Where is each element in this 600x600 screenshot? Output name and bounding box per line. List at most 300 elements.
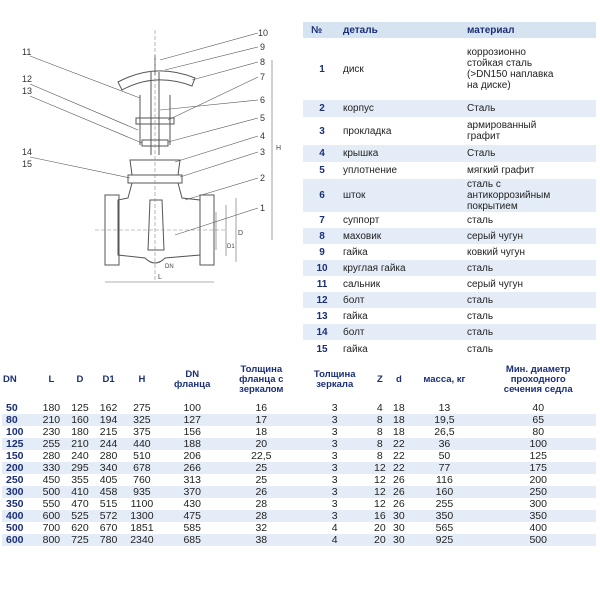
dimension-value: 450 <box>42 474 61 486</box>
dimension-value: 18 <box>255 426 268 438</box>
part-material <box>465 212 596 228</box>
dimension-value: 4 <box>299 534 370 546</box>
dimension-value: 585 <box>183 522 201 534</box>
dim-H: H <box>276 145 282 152</box>
dimension-value: 230 <box>42 426 61 438</box>
callout-3: 3 <box>260 147 266 157</box>
dimensions-row <box>2 486 596 498</box>
parts-row <box>303 228 596 244</box>
dimension-value: 620 <box>71 522 89 534</box>
part-material <box>465 179 596 212</box>
dimension-value: 475 <box>161 510 224 522</box>
dimension-value: 240 <box>71 450 89 462</box>
header-line: DN <box>185 369 200 380</box>
parts-table-body <box>303 38 596 359</box>
dimension-value: 525 <box>66 510 95 522</box>
dimensions-header-cell <box>480 358 596 402</box>
material-line: сталь <box>467 294 494 306</box>
dn-value: 600 <box>2 534 37 546</box>
dn-value: 80 <box>2 414 37 426</box>
dimension-value: 565 <box>435 522 454 534</box>
dimension-value: 25 <box>224 462 300 474</box>
dimension-value: 8 <box>376 450 383 462</box>
part-number: 6 <box>303 179 341 212</box>
part-material <box>465 260 596 276</box>
dn-value: 150 <box>6 450 24 462</box>
header-line: Мин. диаметр <box>505 364 571 375</box>
dimensions-header-cell <box>408 358 480 402</box>
dimension-value: 28 <box>224 510 300 522</box>
part-material <box>465 162 596 179</box>
dimensions-header-cell <box>66 358 95 402</box>
material-line: серый чугун <box>467 278 524 290</box>
dimension-value: 255 <box>37 438 66 450</box>
material-line: Сталь <box>467 148 496 159</box>
dimension-value: 22 <box>389 462 408 474</box>
dimension-value: 17 <box>224 414 300 426</box>
dimension-value: 355 <box>71 474 89 486</box>
material-line: армированный <box>467 120 537 131</box>
header-line: фланца с <box>239 374 284 385</box>
dimension-value: 30 <box>393 522 405 534</box>
dimension-value: 12 <box>370 486 389 498</box>
part-number: 14 <box>303 324 341 340</box>
parts-row <box>303 145 596 162</box>
header-line: L <box>48 374 55 385</box>
dimension-value: 28 <box>255 498 268 510</box>
dimension-value: 3 <box>299 486 370 498</box>
dimension-value: 160 <box>408 486 480 498</box>
dimension-value: 30 <box>389 534 408 546</box>
parts-row <box>303 308 596 324</box>
dimensions-header-cell <box>2 358 37 402</box>
dimension-value: 760 <box>133 474 151 486</box>
dimension-value: 26 <box>389 486 408 498</box>
material-line: сталь <box>467 344 494 355</box>
dimension-value: 3 <box>331 426 338 438</box>
dimension-value: 280 <box>99 450 118 462</box>
part-material <box>465 292 596 308</box>
part-material <box>465 100 596 117</box>
dimensions-header-cell <box>161 358 224 402</box>
dimension-value: 160 <box>66 414 95 426</box>
part-number: 13 <box>316 310 328 322</box>
dimension-value: 510 <box>133 450 151 462</box>
dimension-value: 8 <box>376 426 383 438</box>
parts-table <box>303 22 596 359</box>
callout-14: 14 <box>22 147 33 157</box>
part-name: сальник <box>343 278 381 290</box>
dimension-value: 266 <box>161 462 224 474</box>
parts-header-part: деталь <box>341 22 465 38</box>
dn-value: 200 <box>2 462 37 474</box>
header-line: Толщина <box>240 364 283 375</box>
dn-value: 300 <box>2 486 37 498</box>
part-material <box>465 117 596 145</box>
material-line: коррозионно <box>467 47 526 58</box>
dimension-value: 3 <box>299 510 370 522</box>
dimensions-row <box>2 534 596 546</box>
header-line: DN <box>3 374 17 385</box>
material-line: стойкая сталь <box>467 58 533 69</box>
dimensions-row <box>2 414 596 426</box>
dn-value: 250 <box>6 474 24 486</box>
part-name: болт <box>341 324 465 340</box>
header-line: зеркала <box>316 379 354 390</box>
dimension-value: 8 <box>370 438 389 450</box>
dn-value: 350 <box>6 498 24 510</box>
dn-value: 125 <box>2 438 37 450</box>
dimension-value: 26 <box>393 474 405 486</box>
dimension-value: 22 <box>389 438 408 450</box>
header-line: Толщина <box>313 369 356 380</box>
callout-12: 12 <box>22 74 33 84</box>
dimension-value: 725 <box>66 534 95 546</box>
part-number: 7 <box>319 214 325 226</box>
dimension-value: 125 <box>71 402 89 414</box>
part-name: маховик <box>341 228 465 244</box>
part-name: корпус <box>341 100 465 117</box>
dimension-value: 180 <box>71 426 89 438</box>
dimension-value: 125 <box>529 450 547 462</box>
header-line: проходного <box>510 374 566 385</box>
dimension-value: 38 <box>224 534 300 546</box>
dimensions-row <box>2 402 596 414</box>
part-number: 8 <box>303 228 341 244</box>
dimension-value: 100 <box>480 438 596 450</box>
header-line: зеркалом <box>239 384 284 395</box>
part-number: 9 <box>319 246 325 258</box>
handwheel <box>118 71 195 90</box>
parts-row <box>303 260 596 276</box>
dimension-value: 26,5 <box>434 426 455 438</box>
part-name: уплотнение <box>343 165 398 176</box>
dimension-value: 3 <box>331 474 338 486</box>
material-line: покрытием <box>467 201 518 212</box>
gate-disc <box>148 200 164 250</box>
dimension-value: 250 <box>480 486 596 498</box>
dimension-value: 200 <box>529 474 547 486</box>
header-line: фланца <box>174 379 211 390</box>
dn-value: 50 <box>6 402 18 414</box>
dimension-value: 600 <box>37 510 66 522</box>
dimension-value: 40 <box>532 402 545 414</box>
part-number: 4 <box>303 145 341 162</box>
header-line: H <box>138 374 146 385</box>
dimensions-table <box>2 358 596 546</box>
dimension-value: 370 <box>161 486 224 498</box>
dimension-value: 300 <box>529 498 547 510</box>
part-material <box>465 276 596 292</box>
callout-1: 1 <box>260 203 266 213</box>
callout-7: 7 <box>260 72 266 82</box>
parts-header-row <box>303 22 596 38</box>
dimension-value: 3 <box>299 462 370 474</box>
dimensions-header-cell <box>299 358 370 402</box>
callout-8: 8 <box>260 57 266 67</box>
material-line: ковкий чугун <box>467 246 526 258</box>
dimensions-row <box>2 450 596 462</box>
dimension-value: 313 <box>183 474 201 486</box>
dimension-value: 188 <box>161 438 224 450</box>
dim-D1: D1 <box>227 244 235 250</box>
parts-row <box>303 324 596 340</box>
dimension-value: 13 <box>438 402 451 414</box>
dimension-value: 25 <box>255 474 268 486</box>
callout-15: 15 <box>22 159 33 169</box>
part-number: 1 <box>319 63 325 75</box>
dimension-value: 18 <box>393 426 405 438</box>
dimension-value: 80 <box>532 426 545 438</box>
parts-row <box>303 100 596 117</box>
dimensions-header-cell <box>389 358 408 402</box>
dimensions-row <box>2 510 596 522</box>
dimension-value: 500 <box>37 486 66 498</box>
dimension-value: 340 <box>94 462 123 474</box>
part-name: гайка <box>343 344 368 355</box>
dimension-value: 206 <box>183 450 201 462</box>
dimension-value: 22,5 <box>251 450 272 462</box>
callout-11: 11 <box>22 47 32 57</box>
dimensions-header-row <box>2 358 596 402</box>
dimension-value: 36 <box>408 438 480 450</box>
dimension-value: 255 <box>435 498 454 510</box>
material-line: Сталь <box>467 103 496 114</box>
dim-D: D <box>238 230 244 237</box>
dimension-value: 400 <box>529 522 547 534</box>
material-line: сталь <box>467 262 494 274</box>
dimension-value: 515 <box>99 498 118 510</box>
dimension-value: 65 <box>480 414 596 426</box>
dimension-value: 572 <box>94 510 123 522</box>
dimension-value: 26 <box>393 498 405 510</box>
callout-6: 6 <box>260 95 266 105</box>
parts-header-material: материал <box>465 22 596 38</box>
material-line: мягкий графит <box>467 165 535 176</box>
dimensions-row <box>2 426 596 438</box>
part-name: шток <box>341 179 465 212</box>
dimension-value: 550 <box>42 498 61 510</box>
parts-row <box>303 212 596 228</box>
dimension-value: 280 <box>42 450 61 462</box>
dimension-value: 18 <box>389 414 408 426</box>
dimensions-header-cell <box>224 358 300 402</box>
dimension-value: 8 <box>370 414 389 426</box>
header-line: масса, кг <box>423 374 466 385</box>
parts-row <box>303 244 596 260</box>
dimension-value: 12 <box>374 498 386 510</box>
part-number: 12 <box>303 292 341 308</box>
part-name: суппорт <box>343 214 380 226</box>
dn-value: 400 <box>2 510 37 522</box>
dimension-value: 156 <box>183 426 201 438</box>
dimension-value: 32 <box>255 522 268 534</box>
dimension-value: 405 <box>99 474 118 486</box>
dimension-value: 330 <box>37 462 66 474</box>
part-material <box>465 324 596 340</box>
gate-valve-drawing <box>0 0 300 290</box>
dimension-value: 3 <box>299 414 370 426</box>
parts-row <box>303 179 596 212</box>
dimensions-header-cell <box>370 358 389 402</box>
dimension-value: 116 <box>436 474 453 486</box>
header-line: d <box>395 374 402 385</box>
dimension-value: 3 <box>331 450 338 462</box>
material-line: графит <box>467 131 501 142</box>
dimension-value: 350 <box>480 510 596 522</box>
part-name: прокладка <box>343 125 392 137</box>
dimension-value: 100 <box>183 402 201 414</box>
part-name: болт <box>341 292 465 308</box>
dimension-value: 210 <box>66 438 95 450</box>
material-line: сталь <box>467 214 494 226</box>
dimension-value: 12 <box>370 462 389 474</box>
part-material <box>465 145 596 162</box>
dimension-value: 3 <box>331 402 338 414</box>
dimension-value: 350 <box>408 510 480 522</box>
dimension-value: 16 <box>255 402 268 414</box>
dimension-value: 194 <box>94 414 123 426</box>
dimension-value: 430 <box>183 498 201 510</box>
header-line: сечения седла <box>503 384 573 395</box>
header-line: D <box>76 374 84 385</box>
part-number: 2 <box>303 100 341 117</box>
dimension-value: 20 <box>370 534 389 546</box>
dimensions-row <box>2 438 596 450</box>
part-material <box>465 244 596 260</box>
dimension-value: 4 <box>376 402 383 414</box>
part-name: крышка <box>341 145 465 162</box>
parts-row <box>303 162 596 179</box>
parts-row <box>303 276 596 292</box>
dimension-value: 678 <box>123 462 161 474</box>
dimension-value: 19,5 <box>408 414 480 426</box>
dimension-value: 180 <box>42 402 61 414</box>
part-name: круглая гайка <box>341 260 465 276</box>
dimension-value: 440 <box>123 438 161 450</box>
dimension-value: 375 <box>133 426 151 438</box>
dimension-value: 470 <box>71 498 89 510</box>
dimension-value: 1851 <box>130 522 154 534</box>
part-name: гайка <box>343 246 368 258</box>
parts-row <box>303 292 596 308</box>
dimensions-table-body <box>2 402 596 546</box>
dimension-value: 458 <box>94 486 123 498</box>
dimension-value: 16 <box>370 510 389 522</box>
dimensions-header-cell <box>37 358 66 402</box>
dimension-value: 685 <box>161 534 224 546</box>
dimension-value: 325 <box>123 414 161 426</box>
dimension-value: 500 <box>480 534 596 546</box>
dimension-value: 20 <box>224 438 300 450</box>
dimension-value: 3 <box>331 498 338 510</box>
dimension-value: 162 <box>99 402 118 414</box>
dimensions-row <box>2 474 596 486</box>
dimension-value: 18 <box>393 402 405 414</box>
dimensions-row <box>2 498 596 510</box>
header-line: Z <box>376 374 383 385</box>
callout-9: 9 <box>260 42 266 52</box>
dimensions-header-cell <box>123 358 161 402</box>
dimension-value: 1100 <box>130 498 154 510</box>
callout-5: 5 <box>260 113 266 123</box>
header-line: D1 <box>102 374 115 385</box>
dimension-value: 20 <box>374 522 386 534</box>
material-line: на диске) <box>467 80 511 91</box>
part-material <box>465 38 596 100</box>
dimension-value: 700 <box>42 522 61 534</box>
dimension-value: 2340 <box>123 534 161 546</box>
dimension-value: 50 <box>438 450 451 462</box>
part-number: 10 <box>303 260 341 276</box>
dimension-value: 127 <box>161 414 224 426</box>
dimension-value: 410 <box>66 486 95 498</box>
dimension-value: 215 <box>99 426 118 438</box>
parts-row <box>303 38 596 100</box>
material-line: сталь с <box>467 179 501 190</box>
part-number: 3 <box>319 125 325 137</box>
material-line: антикоррозийным <box>467 190 551 201</box>
part-material <box>465 340 596 359</box>
callout-10: 10 <box>258 28 269 38</box>
dimension-value: 77 <box>408 462 480 474</box>
dimension-value: 670 <box>99 522 118 534</box>
part-material <box>465 308 596 324</box>
dimension-value: 275 <box>133 402 151 414</box>
material-line: сталь <box>467 310 494 322</box>
dimension-value: 925 <box>408 534 480 546</box>
part-name: диск <box>343 63 364 75</box>
dimension-value: 800 <box>37 534 66 546</box>
dimensions-row <box>2 462 596 474</box>
parts-row <box>303 117 596 145</box>
parts-header-no: № <box>303 22 341 38</box>
dimensions-header-cell <box>94 358 123 402</box>
dimension-value: 30 <box>389 510 408 522</box>
dimension-value: 210 <box>37 414 66 426</box>
callout-2: 2 <box>260 173 266 183</box>
material-line: серый чугун <box>467 230 524 242</box>
parts-row <box>303 340 596 359</box>
callout-13: 13 <box>22 86 33 96</box>
dimension-value: 22 <box>393 450 405 462</box>
dimension-value: 780 <box>94 534 123 546</box>
dimension-value: 12 <box>374 474 386 486</box>
dim-L: L <box>158 274 162 281</box>
material-line: (>DN150 наплавка <box>467 69 554 80</box>
dimension-value: 4 <box>331 522 338 534</box>
dimensions-row <box>2 522 596 534</box>
dim-DN: DN <box>165 264 174 270</box>
material-line: сталь <box>467 326 494 338</box>
valve-body <box>118 183 200 263</box>
callout-4: 4 <box>260 131 266 141</box>
dimension-value: 26 <box>224 486 300 498</box>
part-number: 11 <box>316 278 328 290</box>
dimension-value: 935 <box>123 486 161 498</box>
dn-value: 500 <box>6 522 24 534</box>
part-material <box>465 228 596 244</box>
dimension-value: 244 <box>94 438 123 450</box>
dn-value: 100 <box>6 426 24 438</box>
dimension-value: 295 <box>66 462 95 474</box>
dimension-value: 1300 <box>123 510 161 522</box>
part-number: 5 <box>319 165 325 176</box>
part-number: 15 <box>316 344 328 355</box>
part-name: гайка <box>343 310 368 322</box>
dimension-value: 175 <box>480 462 596 474</box>
dimension-value: 3 <box>299 438 370 450</box>
